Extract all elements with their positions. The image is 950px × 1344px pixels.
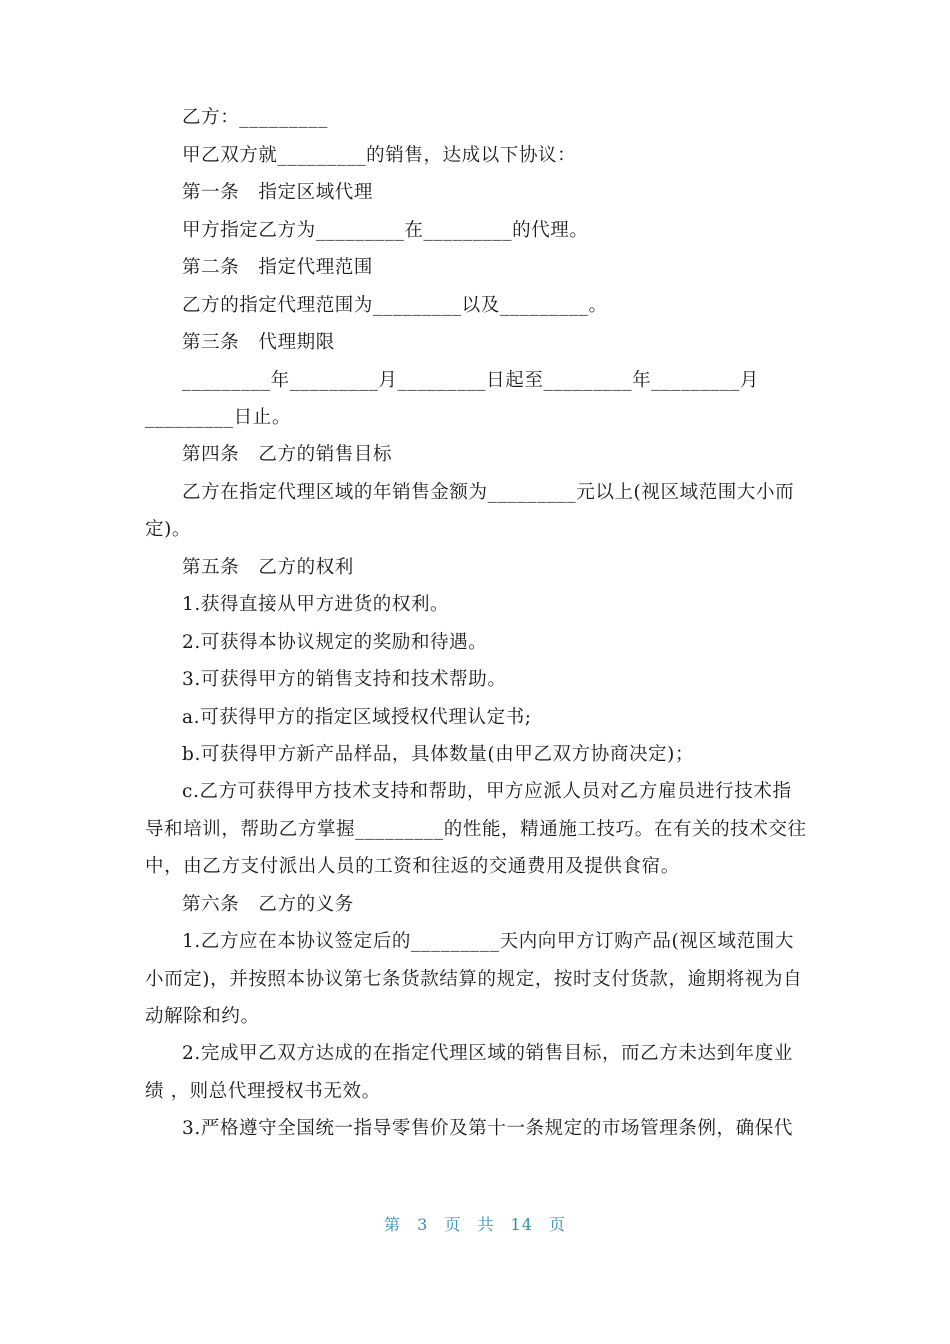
section-heading: 第五条 乙方的权利 (182, 557, 354, 578)
list-item: 1.获得直接从甲方进货的权利。 (182, 594, 450, 615)
list-item: 3.可获得甲方的销售支持和技术帮助。 (182, 669, 507, 690)
section-heading: 第六条 乙方的义务 (182, 894, 354, 915)
doc-line: 定)。 (145, 519, 192, 540)
section-heading: 第二条 指定代理范围 (182, 257, 374, 278)
doc-line: 小而定)，并按照本协议第七条货款结算的规定，按时支付货款，逾期将视为自 (145, 969, 803, 990)
doc-line: 导和培训，帮助乙方掌握_________的性能，精通施工技巧。在有关的技术交往 (145, 819, 807, 840)
doc-line: 动解除和约。 (145, 1006, 260, 1027)
page-number-footer: 第 3 页 共 14 页 (384, 1215, 566, 1234)
doc-line: 绩 ，则总代理授权书无效。 (145, 1081, 381, 1102)
doc-line: 乙方在指定代理区域的年销售金额为_________元以上(视区域范围大小而 (182, 482, 795, 503)
list-item: b.可获得甲方新产品样品，具体数量(由甲乙双方协商决定)； (182, 744, 695, 765)
list-item: 2.完成甲乙双方达成的在指定代理区域的销售目标，而乙方未达到年度业 (182, 1043, 793, 1064)
list-item: a.可获得甲方的指定区域授权代理认定书; (182, 707, 532, 728)
list-item: 1.乙方应在本协议签定后的_________天内向甲方订购产品(视区域范围大 (182, 931, 794, 952)
doc-line: 乙方的指定代理范围为_________以及_________。 (182, 295, 608, 316)
doc-line: _________日止。 (145, 407, 291, 428)
list-item: 3.严格遵守全国统一指导零售价及第十一条规定的市场管理条例，确保代 (182, 1118, 793, 1139)
doc-line: 甲方指定乙方为_________在_________的代理。 (182, 220, 589, 241)
section-heading: 第三条 代理期限 (182, 332, 335, 353)
doc-line: 中，由乙方支付派出人员的工资和往返的交通费用及提供食宿。 (145, 856, 680, 877)
doc-line: 甲乙双方就_________的销售，达成以下协议： (182, 145, 577, 166)
list-item: c.乙方可获得甲方技术支持和帮助，甲方应派人员对乙方雇员进行技术指 (182, 781, 792, 802)
list-item: 2.可获得本协议规定的奖励和待遇。 (182, 632, 488, 653)
section-heading: 第一条 指定区域代理 (182, 182, 374, 203)
doc-line: 乙方：_________ (182, 107, 328, 128)
doc-line: _________年_________月_________日起至_________年_________月 (182, 370, 759, 391)
section-heading: 第四条 乙方的销售目标 (182, 444, 393, 465)
